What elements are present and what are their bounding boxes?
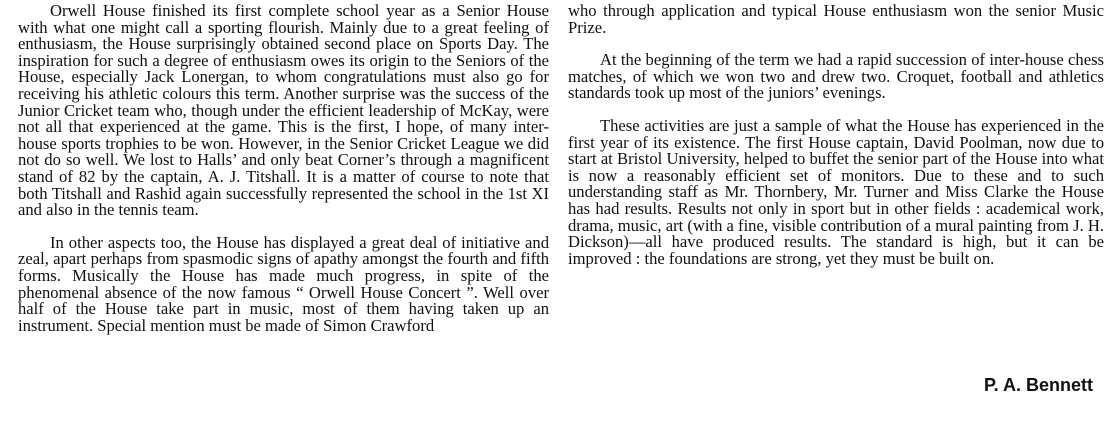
right-column	[568, 3, 1104, 283]
paragraph-chess: At the beginning of the term we had a rapid succession of inter-house chess matches, of which we won two and drew two. Croquet, football and athletics standards took up most of the juniors’ evenings.	[568, 50, 1104, 103]
paragraph-sports: Orwell House finished its first complete school year as a Senior House with what one might call a sporting flourish. Mainly due to a great feeling of enthusiasm, the House surprisingly obtained second place on Sports Day. The inspiration for such a degree of enthusiasm owes its origin to the Seniors of the House, especially Jack Lonergan, to whom congratulations must also go for receiving his athletic colours this term. Another surprise was the success of the Junior Cricket team who, though under the efficient leadership of McKay, were not all that experienced at the game. This is the first, I hope, of many inter-house sports trophies to be won. However, in the Senior Cricket League we did not do so well. We lost to Halls’ and only beat Corner’s through a magnificent stand of 82 by the captain, A. J. Titshall. It is a matter of course to note that both Titshall and Rashid again successfully represented the school in the 1st XI and also in the tennis team.	[18, 1, 549, 220]
author-signature: P. A. Bennett	[983, 375, 1093, 395]
paragraph-music: In other aspects too, the House has displayed a great deal of initiative and zeal, apart perhaps from spasmodic signs of apathy amongst the fourth and fifth forms. Musically the House has made much progress, in spite of the phenomenal absence of the now famous “ Orwell House Concert ”. Well over half of the House take part in music, most of them having taken up an instrument. Special mention must be made of Simon Crawford	[18, 232, 549, 335]
left-column	[18, 3, 549, 350]
paragraph-music-continued: who through application and typical House enthusiasm won the senior Music Prize.	[568, 1, 1104, 37]
paragraph-summary: These activities are just a sample of what the House has experienced in the first year of its existence. The first House captain, David Poolman, now due to start at Bristol University, helped to buffet the senior part of the House into what is now a reasonably efficient set of monitors. Due to these and to such understanding staff as Mr. Thornbery, Mr. Turner and Miss Clarke the House has had results. Results not only in sport but in other fields : academical work, drama, music, art (with a fine, visible contribution of a mural painting from J. H. Dickson)—all have produced results. The standard is high, but it can be improved : the foundations are strong, yet they must be built on.	[568, 115, 1104, 268]
